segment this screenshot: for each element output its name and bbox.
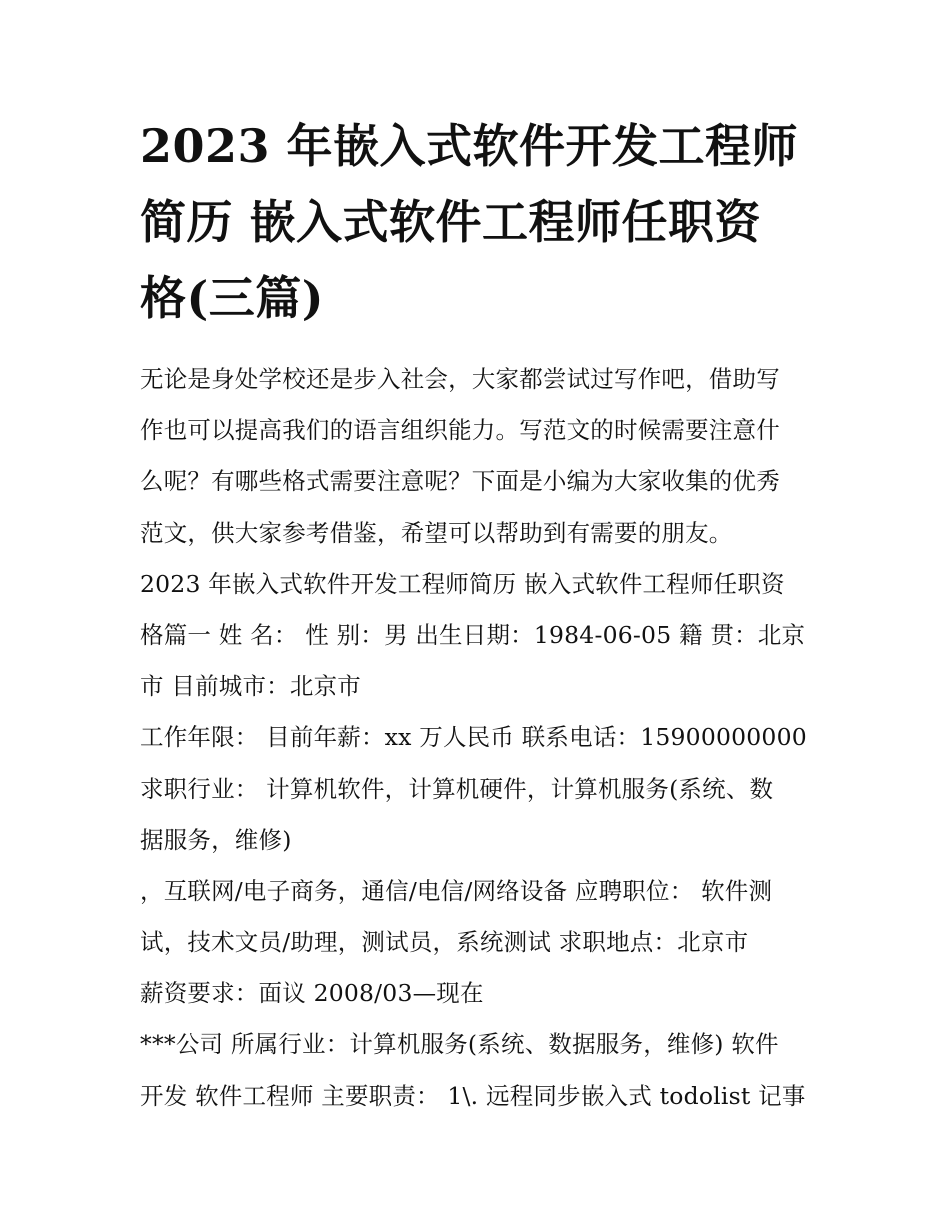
text-line: 范文，供大家参考借鉴，希望可以帮助到有需要的朋友。	[140, 518, 733, 547]
text-line: 薪资要求：面议 2008/03—现在	[140, 979, 484, 1008]
text-line: 无论是身处学校还是步入社会，大家都尝试过写作吧，借助写	[140, 365, 780, 393]
text-line: 试，技术文员/助理，测试员，系统测试 求职地点：北京市	[140, 928, 749, 957]
text-line: 工作年限： 目前年薪：xx 万人民币 联系电话：15900000000	[140, 723, 807, 752]
intro-paragraph	[140, 354, 830, 559]
text-line: ***公司 所属行业：计算机服务(系统、数据服务，维修) 软件	[140, 1030, 779, 1059]
text-line: 市 目前城市：北京市	[140, 672, 361, 701]
text-line: 么呢？有哪些格式需要注意呢？下面是小编为大家收集的优秀	[140, 467, 780, 496]
title-line: 简历 嵌入式软件工程师任职资	[140, 195, 762, 249]
document-title	[140, 108, 820, 336]
resume-header-paragraph	[140, 559, 830, 713]
text-line: 作也可以提高我们的语言组织能力。写范文的时候需要注意什	[140, 416, 780, 445]
text-line: 据服务，维修)	[140, 825, 292, 854]
experience-paragraph	[140, 1019, 830, 1121]
title-line: 格(三篇)	[140, 271, 325, 325]
title-line: 2023 年嵌入式软件开发工程师	[140, 119, 799, 173]
text-line: 2023 年嵌入式软件开发工程师简历 嵌入式软件工程师任职资	[140, 569, 785, 598]
text-line: ，互联网/电子商务，通信/电信/网络设备 应聘职位： 软件测	[140, 876, 773, 905]
text-line: 格篇一 姓 名： 性 别：男 出生日期：1984-06-05 籍 贯：北京	[140, 620, 806, 649]
job-intent-paragraph	[140, 866, 830, 1020]
text-line: 开发 软件工程师 主要职责： 1\. 远程同步嵌入式 todolist 记事	[140, 1081, 806, 1110]
work-info-paragraph	[140, 712, 830, 866]
document-body	[140, 354, 830, 1122]
text-line: 求职行业： 计算机软件，计算机硬件，计算机服务(系统、数	[140, 774, 774, 803]
